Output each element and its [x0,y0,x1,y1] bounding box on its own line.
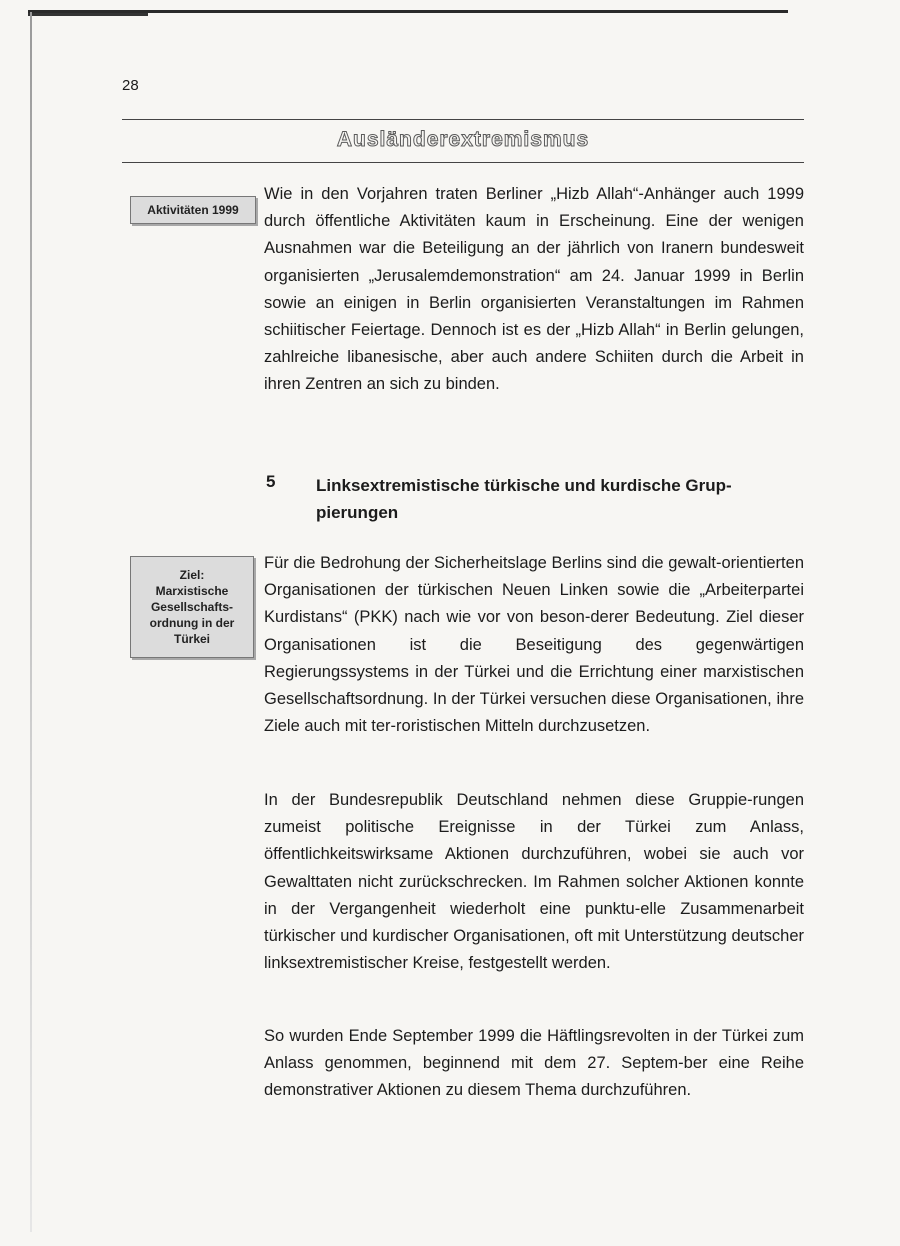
margin-note-line: Marxistische [155,584,229,598]
header-rule-bottom [122,162,804,163]
margin-note-activities: Aktivitäten 1999 [130,196,256,224]
paragraph-hizb-allah: Wie in den Vorjahren traten Berliner „Hizb Allah“-Anhänger auch 1999 durch öffentliche Aktivitäten kaum in Erscheinung. Eine der wenigen Ausnahmen war die Beteiligung an der jährlich von Iranern bundesweit organisierten „Jerusalemdemonstration“ am 24. Januar 1999 in Berlin sowie an einigen in Berlin organisierten Veranstaltungen im Rahmen schiitischer Feiertage. Dennoch ist es der „Hizb Allah“ in Berlin gelungen, zahlreiche libanesische, aber auch andere Schiiten durch die Arbeit in ihren Zentren an sich zu binden. [264,185,804,394]
section-title: Linksextremistische türkische und kurdische Grup-pierungen [316,476,732,522]
scan-top-edge [28,10,788,13]
page-number: 28 [122,77,139,94]
section-number: 5 [266,472,276,491]
paragraph-threat: Für die Bedrohung der Sicherheitslage Berlins sind die gewalt-orientierten Organisationen der türkischen Neuen Linken sowie die „Arbeiterpartei Kurdistans“ (PKK) nach wie vor von beson-derer Bedeutung. Ziel dieser Organisationen ist die Beseitigung des gegenwärtigen Regierungssystems in der Türkei und die Errichtung einer marxistischen Gesellschaftsordnung. In der Türkei versuchen diese Organisationen, ihre Ziele auch mit ter-roristischen Mitteln durchzusetzen. [264,554,804,736]
scan-left-edge [30,12,32,1232]
paragraph-germany: In der Bundesrepublik Deutschland nehmen diese Gruppie-rungen zumeist politische Ereignisse in der Türkei zum Anlass, öffentlichkeitswirksame Aktionen durchzuführen, wobei sie auch vor Gewalttaten nicht zurückschrecken. Im Rahmen solcher Aktionen konnte in der Vergangenheit wiederholt eine punktu-elle Zusammenarbeit türkischer und kurdischer Organisationen, oft mit Unterstützung deutscher linksextremistischer Kreise, festgestellt werden. [264,791,804,973]
margin-note-goal [130,556,254,658]
margin-note-line: Türkei [173,632,210,646]
header-title: Ausländerextremismus [336,128,590,151]
margin-note-line: ordnung in der [149,616,235,630]
header-rule-top [122,119,804,120]
margin-note-line: Gesellschafts- [150,600,234,614]
paragraph-september: So wurden Ende September 1999 die Häftlingsrevolten in der Türkei zum Anlass genommen, beginnend mit dem 27. Septem-ber eine Reihe demonstrativer Aktionen zu diesem Thema durchzuführen. [264,1027,804,1100]
margin-note-line: Ziel: [179,568,205,582]
